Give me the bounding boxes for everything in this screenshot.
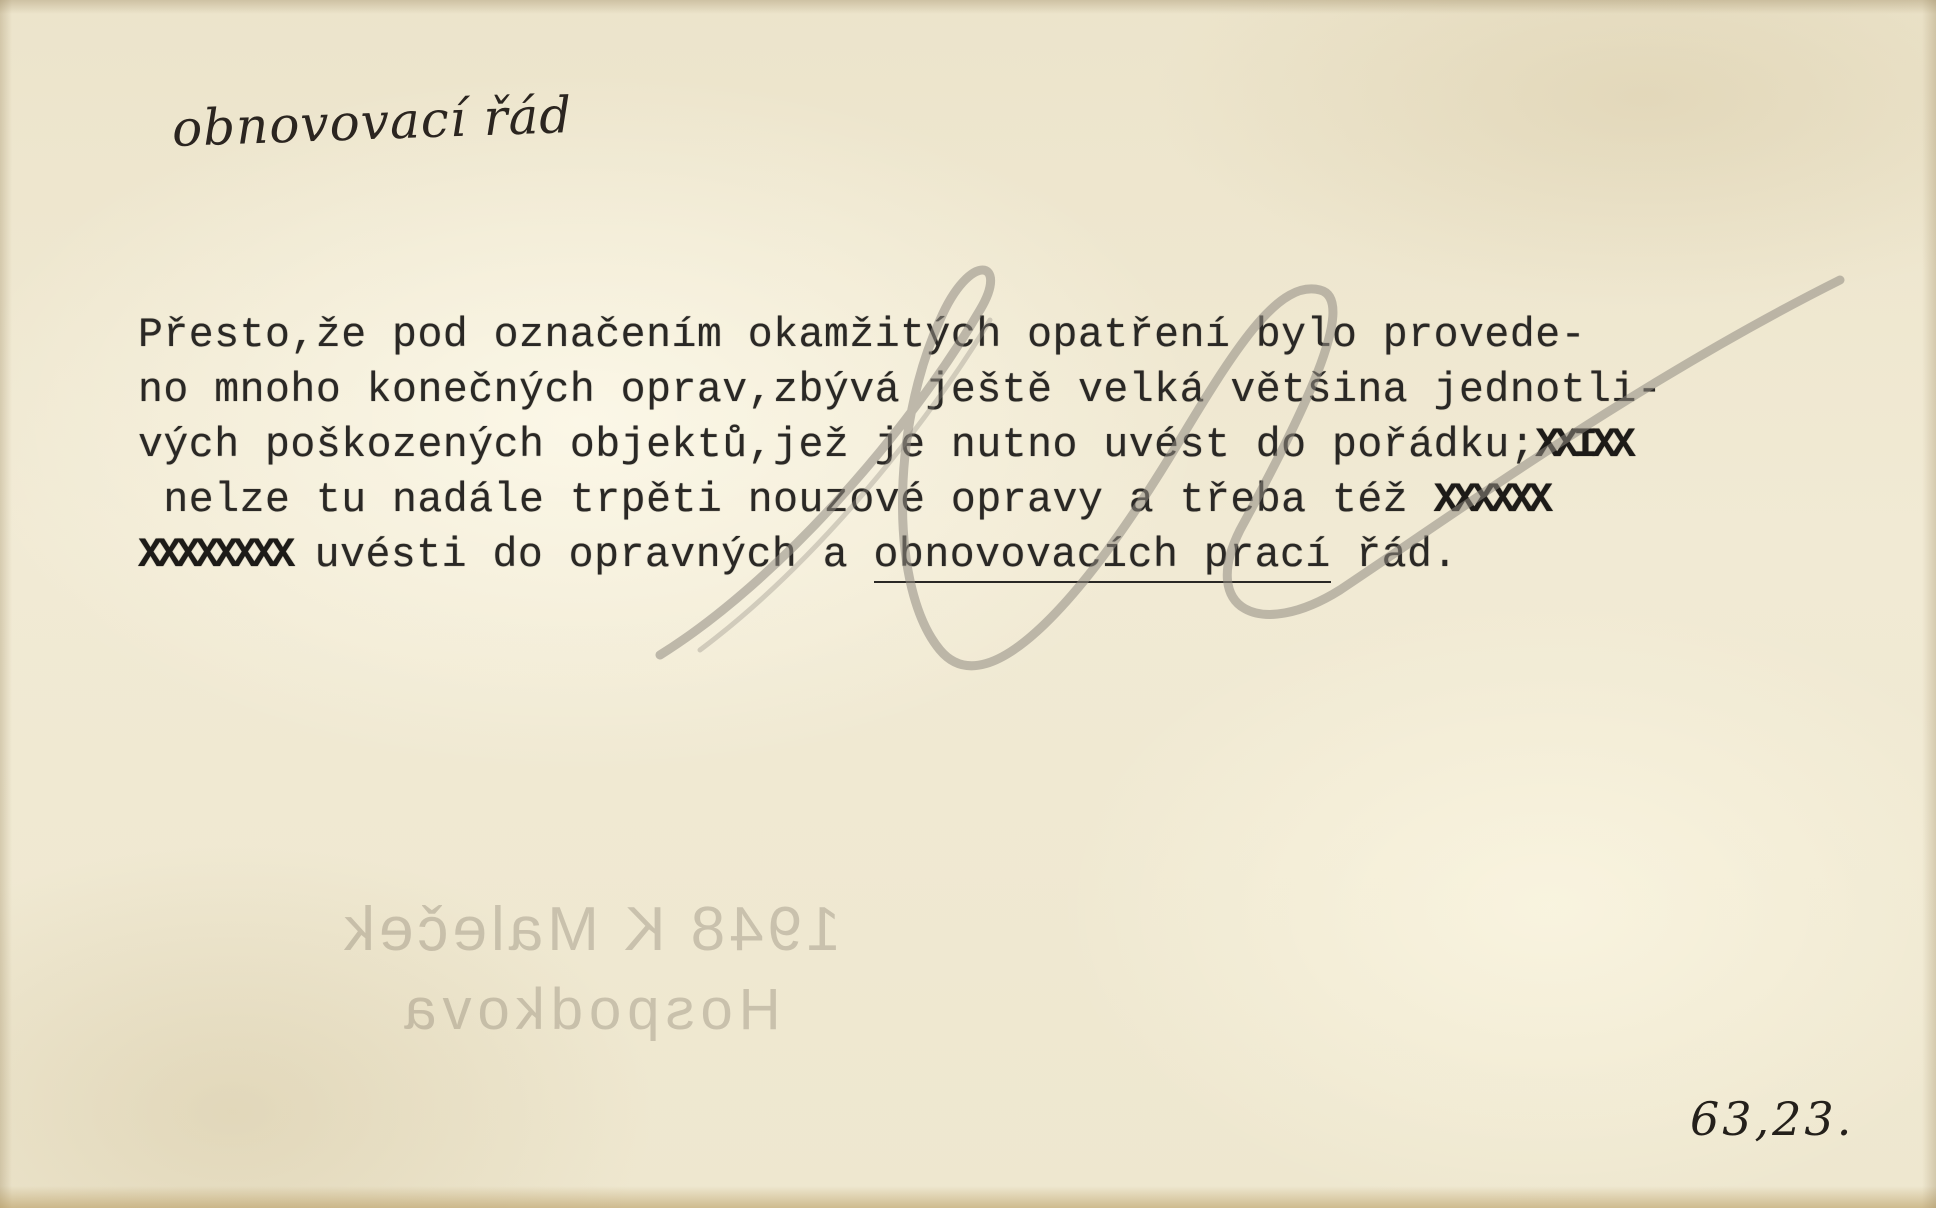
- pencil-scrawl-mark: [640, 260, 1900, 680]
- stamp-line-2: Hospodkova: [398, 977, 781, 1042]
- typed-line-text: nelze tu nadále trpěti nouzové opravy a třeba též: [138, 477, 1434, 524]
- handwritten-heading: obnovovací řád: [170, 86, 574, 158]
- typed-line-text: uvésti do opravných a: [289, 532, 874, 579]
- underlined-phrase: obnovovacích prací: [874, 532, 1331, 583]
- typed-line-text: řád.: [1330, 532, 1458, 579]
- typed-line-text: vých poškozených objektů,jež je nutno uvést do pořádku;: [138, 422, 1536, 469]
- struck-out-characters: XXIXX: [1535, 422, 1630, 469]
- typed-line-text: no mnoho konečných oprav,zbývá ještě velká většina jednotli-: [138, 367, 1663, 414]
- paper-edge-right: [1922, 0, 1936, 1208]
- typed-line-text: Přesto,že pod označením okamžitých opatření bylo provede-: [138, 312, 1587, 359]
- stamp-line-1: 1948 K Maleček: [340, 895, 841, 964]
- struck-out-characters: XXXXXX: [1433, 477, 1548, 524]
- mirrored-stamp-ghost: [340, 890, 841, 1050]
- paper-edge-left: [0, 0, 12, 1208]
- archive-number: 63,23.: [1690, 1092, 1855, 1146]
- struck-out-characters: XXXXXXXX: [138, 532, 290, 579]
- paper-edge-bottom: [0, 1186, 1936, 1208]
- paper-edge-top: [0, 0, 1936, 14]
